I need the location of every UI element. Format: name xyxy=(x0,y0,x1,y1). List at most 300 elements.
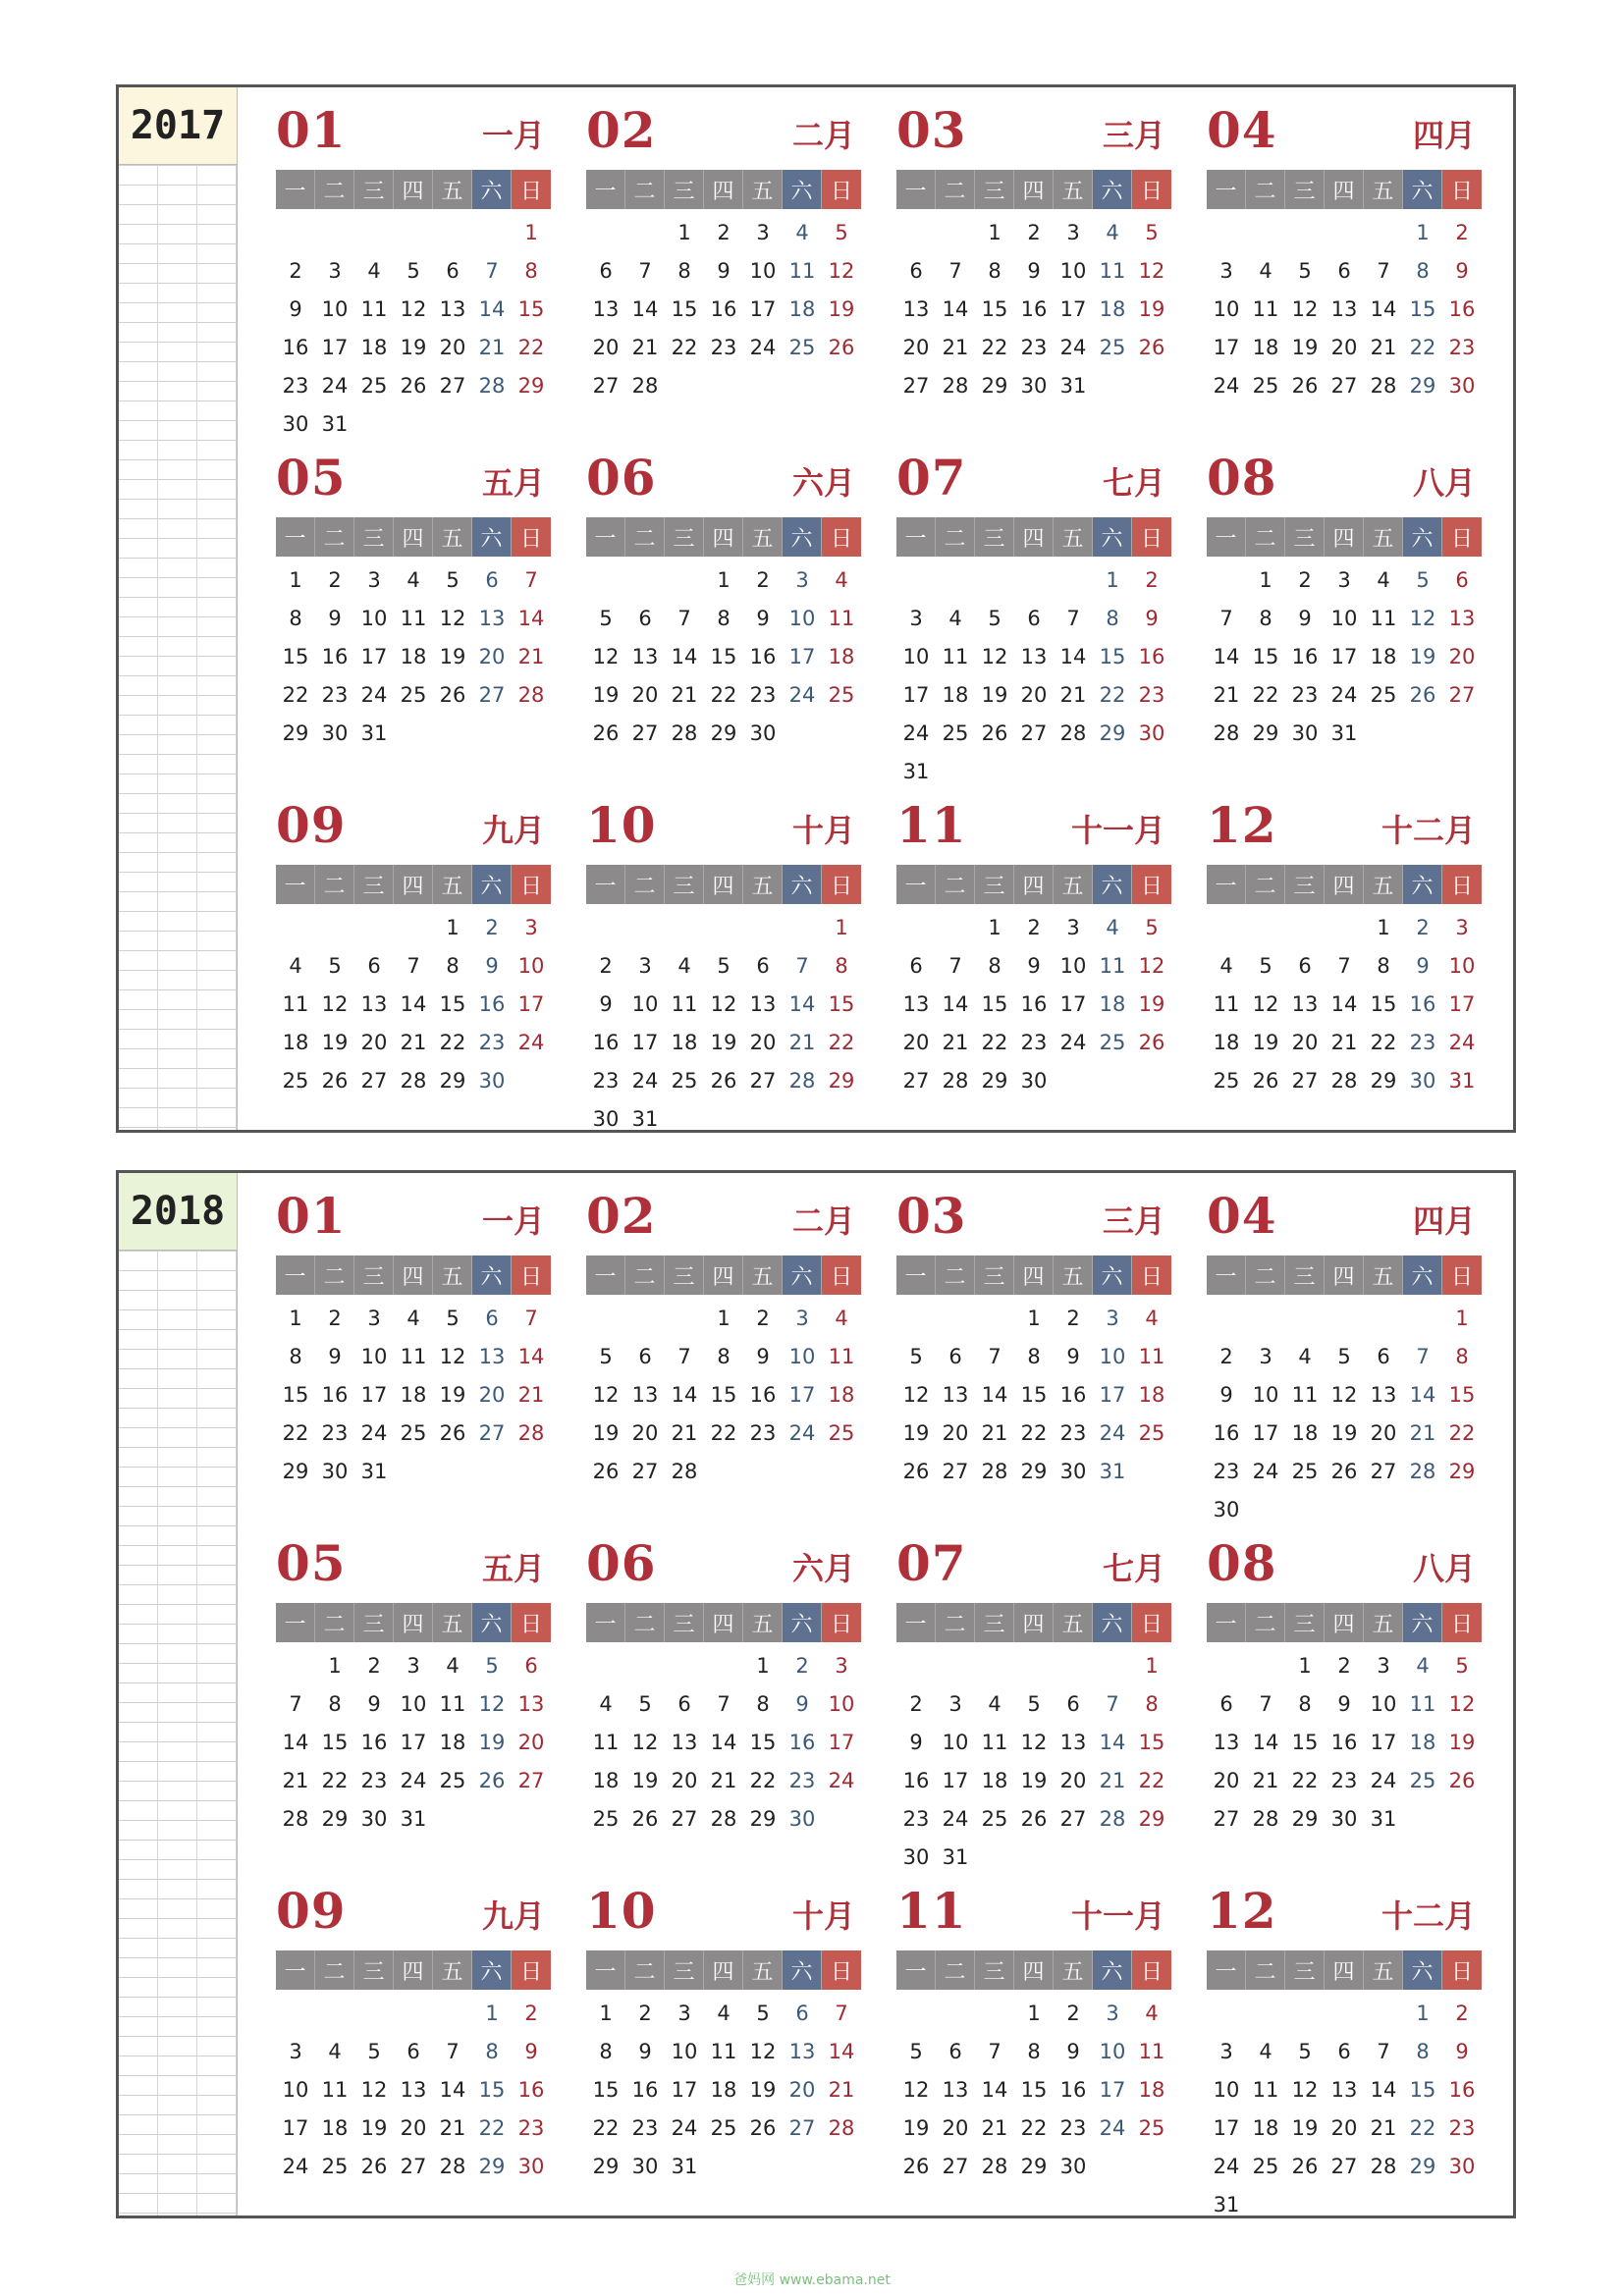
day-cell: 30 xyxy=(1291,721,1319,745)
day-cell: 6 xyxy=(638,607,652,630)
day-cell: 3 xyxy=(1106,1307,1119,1330)
day-cell: 10 xyxy=(360,607,388,630)
day-cell: 20 xyxy=(631,683,659,707)
day-cell: 30 xyxy=(478,1069,506,1093)
day-cell: 16 xyxy=(1020,297,1048,321)
day-cell: 10 xyxy=(942,1731,969,1754)
weekday-label: 三 xyxy=(1285,1603,1325,1642)
weekday-label: 日 xyxy=(822,1255,861,1295)
day-cell: 29 xyxy=(1020,1460,1048,1483)
day-cell: 11 xyxy=(321,2078,349,2102)
day-cell: 18 xyxy=(788,297,816,321)
day-cell: 30 xyxy=(1059,2155,1087,2178)
day-cell: 20 xyxy=(1291,1031,1319,1054)
day-cell: 16 xyxy=(321,1383,349,1407)
day-cell: 26 xyxy=(400,374,427,398)
weekday-label: 日 xyxy=(1442,865,1482,904)
day-cell: 16 xyxy=(360,1731,388,1754)
day-cell: 7 xyxy=(948,954,962,978)
day-cell: 16 xyxy=(1409,992,1436,1016)
day-cell: 2 xyxy=(1337,1654,1351,1678)
day-cell: 16 xyxy=(788,1731,816,1754)
day-cell: 20 xyxy=(478,645,506,668)
weekday-label: 三 xyxy=(665,1950,704,1990)
day-cell: 15 xyxy=(710,645,737,668)
day-cell: 19 xyxy=(981,683,1008,707)
month-number: 12 xyxy=(1207,1882,1277,1940)
day-cell: 26 xyxy=(1138,336,1165,359)
day-cell: 18 xyxy=(942,683,969,707)
day-cell: 19 xyxy=(1020,1769,1048,1792)
day-cell: 21 xyxy=(981,1421,1008,1445)
day-cell: 13 xyxy=(902,992,930,1016)
day-cell: 20 xyxy=(788,2078,816,2102)
day-cell: 10 xyxy=(282,2078,309,2102)
day-cell: 2 xyxy=(909,1692,923,1716)
day-cell: 30 xyxy=(592,1107,620,1131)
day-cell: 22 xyxy=(671,336,698,359)
day-cell: 18 xyxy=(828,645,855,668)
weekday-label: 二 xyxy=(315,865,354,904)
day-cell: 11 xyxy=(1213,992,1240,1016)
day-cell: 29 xyxy=(321,1807,349,1831)
weekday-label: 四 xyxy=(1325,865,1364,904)
weekday-label: 日 xyxy=(1132,1950,1171,1990)
day-cell: 16 xyxy=(1330,1731,1358,1754)
notes-sidebar xyxy=(119,87,238,1130)
weekday-header xyxy=(896,170,1171,209)
day-cell: 16 xyxy=(710,297,737,321)
day-cell: 1 xyxy=(677,221,691,244)
weekday-label: 四 xyxy=(1014,517,1054,557)
month-03 xyxy=(896,1183,1171,1526)
day-cell: 19 xyxy=(321,1031,349,1054)
day-cell: 21 xyxy=(1059,683,1087,707)
weekday-label: 二 xyxy=(625,1950,665,1990)
weekday-header xyxy=(1207,865,1482,904)
day-cell: 15 xyxy=(828,992,855,1016)
day-cell: 23 xyxy=(1213,1460,1240,1483)
day-cell: 9 xyxy=(1219,1383,1233,1407)
day-cell: 9 xyxy=(1066,2040,1080,2063)
day-cell: 21 xyxy=(1409,1421,1436,1445)
day-cell: 28 xyxy=(478,374,506,398)
day-cell: 15 xyxy=(1409,297,1436,321)
day-cell: 3 xyxy=(406,1654,420,1678)
day-cell: 22 xyxy=(1409,336,1436,359)
month-chinese-name: 五月 xyxy=(481,1550,545,1587)
day-cell: 11 xyxy=(439,1692,466,1716)
weekday-label: 日 xyxy=(1132,517,1171,557)
day-cell: 23 xyxy=(321,683,349,707)
weekday-label: 一 xyxy=(276,1603,315,1642)
day-cell: 20 xyxy=(1059,1769,1087,1792)
day-cell: 19 xyxy=(902,2116,930,2140)
month-06 xyxy=(586,1530,861,1874)
day-cell: 28 xyxy=(788,1069,816,1093)
day-cell: 12 xyxy=(400,297,427,321)
day-cell: 11 xyxy=(671,992,698,1016)
day-cell: 29 xyxy=(749,1807,777,1831)
day-cell: 19 xyxy=(828,297,855,321)
day-cell: 17 xyxy=(360,645,388,668)
month-chinese-name: 十一月 xyxy=(1070,1897,1165,1935)
day-cell: 10 xyxy=(1448,954,1476,978)
weekday-label: 一 xyxy=(586,170,625,209)
day-cell: 23 xyxy=(321,1421,349,1445)
day-cell: 9 xyxy=(638,2040,652,2063)
month-number: 03 xyxy=(896,1187,967,1245)
weekday-header xyxy=(586,1950,861,1990)
day-cell: 27 xyxy=(631,1460,659,1483)
day-cell: 15 xyxy=(478,2078,506,2102)
day-cell: 2 xyxy=(756,568,770,592)
day-cell: 7 xyxy=(524,1307,538,1330)
day-cell: 24 xyxy=(749,336,777,359)
weekday-label: 四 xyxy=(704,1950,743,1990)
weekday-label: 六 xyxy=(1093,1255,1132,1295)
day-cell: 21 xyxy=(788,1031,816,1054)
weekday-label: 日 xyxy=(512,170,551,209)
weekday-header xyxy=(1207,1603,1482,1642)
day-cell: 9 xyxy=(1066,1345,1080,1368)
day-cell: 19 xyxy=(439,1383,466,1407)
day-cell: 3 xyxy=(367,1307,381,1330)
day-cell: 5 xyxy=(909,1345,923,1368)
day-cell: 16 xyxy=(1291,645,1319,668)
weekday-label: 一 xyxy=(896,865,936,904)
day-cell: 23 xyxy=(1291,683,1319,707)
day-cell: 22 xyxy=(710,683,737,707)
day-cell: 27 xyxy=(1291,1069,1319,1093)
day-cell: 8 xyxy=(756,1692,770,1716)
day-cell: 7 xyxy=(677,1345,691,1368)
weekday-label: 二 xyxy=(936,1255,975,1295)
day-cell: 17 xyxy=(1099,2078,1126,2102)
day-cell: 22 xyxy=(1252,683,1279,707)
day-cell: 17 xyxy=(749,297,777,321)
day-cell: 22 xyxy=(981,336,1008,359)
month-08 xyxy=(1207,445,1482,788)
day-cell: 23 xyxy=(1059,2116,1087,2140)
day-cell: 18 xyxy=(981,1769,1008,1792)
day-cell: 17 xyxy=(902,683,930,707)
day-cell: 23 xyxy=(1020,336,1048,359)
weekday-label: 一 xyxy=(1207,1950,1246,1990)
day-cell: 8 xyxy=(835,954,848,978)
day-cell: 29 xyxy=(1020,2155,1048,2178)
day-cell: 30 xyxy=(749,721,777,745)
month-chinese-name: 十一月 xyxy=(1070,812,1165,849)
day-cell: 15 xyxy=(1252,645,1279,668)
day-cell: 10 xyxy=(1213,2078,1240,2102)
day-cell: 4 xyxy=(1259,259,1272,283)
day-cell: 25 xyxy=(788,336,816,359)
day-cell: 18 xyxy=(1138,2078,1165,2102)
day-cell: 30 xyxy=(517,2155,545,2178)
day-cell: 13 xyxy=(478,1345,506,1368)
day-cell: 10 xyxy=(1252,1383,1279,1407)
day-cell: 26 xyxy=(1020,1807,1048,1831)
day-cell: 12 xyxy=(1020,1731,1048,1754)
day-cell: 8 xyxy=(524,259,538,283)
month-11 xyxy=(896,1878,1171,2221)
month-number: 02 xyxy=(586,1187,657,1245)
day-cell: 9 xyxy=(1145,607,1159,630)
day-cell: 13 xyxy=(400,2078,427,2102)
day-cell: 18 xyxy=(1138,1383,1165,1407)
weekday-label: 六 xyxy=(783,1255,822,1295)
weekday-label: 日 xyxy=(1442,1950,1482,1990)
day-cell: 3 xyxy=(1106,2002,1119,2025)
day-cell: 12 xyxy=(710,992,737,1016)
day-cell: 30 xyxy=(1448,2155,1476,2178)
day-cell: 11 xyxy=(942,645,969,668)
day-cell: 7 xyxy=(948,259,962,283)
day-cell: 3 xyxy=(367,568,381,592)
day-cell: 27 xyxy=(478,1421,506,1445)
weekday-label: 二 xyxy=(1246,170,1285,209)
day-cell: 30 xyxy=(321,721,349,745)
day-cell: 10 xyxy=(1330,607,1358,630)
weekday-label: 四 xyxy=(1014,865,1054,904)
day-cell: 12 xyxy=(1448,1692,1476,1716)
day-cell: 29 xyxy=(981,374,1008,398)
day-cell: 29 xyxy=(981,1069,1008,1093)
day-cell: 2 xyxy=(756,1307,770,1330)
month-chinese-name: 十二月 xyxy=(1380,812,1476,849)
day-cell: 11 xyxy=(981,1731,1008,1754)
day-cell: 21 xyxy=(671,1421,698,1445)
day-cell: 23 xyxy=(788,1769,816,1792)
day-cell: 27 xyxy=(1020,721,1048,745)
day-cell: 11 xyxy=(592,1731,620,1754)
day-cell: 15 xyxy=(517,297,545,321)
day-cell: 14 xyxy=(981,2078,1008,2102)
day-cell: 30 xyxy=(282,412,309,436)
day-cell: 24 xyxy=(1099,1421,1126,1445)
day-cell: 25 xyxy=(1291,1460,1319,1483)
weekday-label: 五 xyxy=(743,517,783,557)
day-cell: 9 xyxy=(328,607,342,630)
day-cell: 28 xyxy=(981,2155,1008,2178)
day-cell: 1 xyxy=(1377,916,1390,939)
day-cell: 12 xyxy=(360,2078,388,2102)
day-cell: 23 xyxy=(902,1807,930,1831)
weekday-header xyxy=(896,865,1171,904)
day-cell: 18 xyxy=(1099,992,1126,1016)
weekday-label: 五 xyxy=(1054,1603,1093,1642)
weekday-header xyxy=(1207,517,1482,557)
day-cell: 15 xyxy=(321,1731,349,1754)
day-cell: 1 xyxy=(1455,1307,1469,1330)
weekday-label: 六 xyxy=(1093,170,1132,209)
day-cell: 17 xyxy=(1099,1383,1126,1407)
day-cell: 25 xyxy=(1138,1421,1165,1445)
day-cell: 5 xyxy=(599,1345,613,1368)
weekday-label: 五 xyxy=(743,865,783,904)
day-cell: 6 xyxy=(524,1654,538,1678)
day-cell: 27 xyxy=(902,1069,930,1093)
day-cell: 4 xyxy=(328,2040,342,2063)
day-cell: 8 xyxy=(988,259,1001,283)
day-cell: 17 xyxy=(400,1731,427,1754)
day-cell: 11 xyxy=(828,607,855,630)
day-cell: 24 xyxy=(1252,1460,1279,1483)
day-cell: 12 xyxy=(1291,297,1319,321)
weekday-label: 四 xyxy=(394,1950,433,1990)
day-cell: 10 xyxy=(1213,297,1240,321)
day-cell: 31 xyxy=(321,412,349,436)
day-cell: 9 xyxy=(289,297,302,321)
day-cell: 14 xyxy=(439,2078,466,2102)
day-cell: 10 xyxy=(1059,259,1087,283)
day-cell: 19 xyxy=(749,2078,777,2102)
day-cell: 19 xyxy=(1330,1421,1358,1445)
day-cell: 8 xyxy=(677,259,691,283)
weekday-label: 六 xyxy=(1403,865,1442,904)
day-cell: 10 xyxy=(902,645,930,668)
day-cell: 29 xyxy=(1448,1460,1476,1483)
day-cell: 18 xyxy=(1252,2116,1279,2140)
day-cell: 8 xyxy=(1416,259,1430,283)
day-cell: 2 xyxy=(328,1307,342,1330)
month-chinese-name: 三月 xyxy=(1102,117,1165,154)
day-cell: 4 xyxy=(289,954,302,978)
day-cell: 15 xyxy=(282,1383,309,1407)
day-cell: 18 xyxy=(1252,336,1279,359)
day-cell: 5 xyxy=(1455,1654,1469,1678)
day-cell: 22 xyxy=(282,1421,309,1445)
day-cell: 5 xyxy=(756,2002,770,2025)
day-cell: 27 xyxy=(1059,1807,1087,1831)
day-cell: 18 xyxy=(671,1031,698,1054)
day-cell: 3 xyxy=(524,916,538,939)
day-cell: 24 xyxy=(1213,2155,1240,2178)
day-cell: 17 xyxy=(1448,992,1476,1016)
day-cell: 23 xyxy=(1020,1031,1048,1054)
day-cell: 22 xyxy=(1020,1421,1048,1445)
day-cell: 21 xyxy=(1252,1769,1279,1792)
day-cell: 25 xyxy=(1252,2155,1279,2178)
day-cell: 5 xyxy=(485,1654,499,1678)
day-cell: 11 xyxy=(282,992,309,1016)
day-cell: 19 xyxy=(710,1031,737,1054)
day-cell: 12 xyxy=(981,645,1008,668)
day-cell: 19 xyxy=(400,336,427,359)
day-cell: 4 xyxy=(1259,2040,1272,2063)
day-cell: 1 xyxy=(1259,568,1272,592)
day-cell: 17 xyxy=(631,1031,659,1054)
day-cell: 5 xyxy=(1298,2040,1312,2063)
footer-watermark: 爸妈网 www.ebama.net xyxy=(733,2272,891,2288)
day-cell: 23 xyxy=(360,1769,388,1792)
day-cell: 1 xyxy=(988,916,1001,939)
month-number: 04 xyxy=(1207,101,1277,159)
day-cell: 28 xyxy=(1252,1807,1279,1831)
day-cell: 12 xyxy=(478,1692,506,1716)
day-cell: 4 xyxy=(367,259,381,283)
day-cell: 4 xyxy=(1145,1307,1159,1330)
day-cell: 16 xyxy=(902,1769,930,1792)
day-cell: 4 xyxy=(988,1692,1001,1716)
weekday-label: 日 xyxy=(512,1603,551,1642)
weekday-label: 四 xyxy=(704,517,743,557)
weekday-label: 二 xyxy=(315,1255,354,1295)
weekday-label: 三 xyxy=(354,170,394,209)
day-cell: 16 xyxy=(1213,1421,1240,1445)
day-cell: 29 xyxy=(1252,721,1279,745)
day-cell: 30 xyxy=(1020,1069,1048,1093)
weekday-label: 五 xyxy=(1054,1950,1093,1990)
day-cell: 15 xyxy=(710,1383,737,1407)
weekday-label: 三 xyxy=(1285,517,1325,557)
day-cell: 17 xyxy=(1330,645,1358,668)
month-05 xyxy=(276,445,551,788)
weekday-label: 五 xyxy=(743,1950,783,1990)
weekday-label: 三 xyxy=(1285,170,1325,209)
day-cell: 10 xyxy=(788,607,816,630)
weekday-label: 五 xyxy=(1054,517,1093,557)
month-10 xyxy=(586,1878,861,2221)
day-cell: 6 xyxy=(1377,1345,1390,1368)
day-cell: 17 xyxy=(788,1383,816,1407)
day-cell: 17 xyxy=(942,1769,969,1792)
day-cell: 4 xyxy=(948,607,962,630)
weekday-header xyxy=(896,1950,1171,1990)
day-cell: 6 xyxy=(677,1692,691,1716)
weekday-label: 六 xyxy=(472,1255,512,1295)
day-cell: 29 xyxy=(1409,2155,1436,2178)
day-cell: 26 xyxy=(321,1069,349,1093)
day-cell: 20 xyxy=(478,1383,506,1407)
day-cell: 20 xyxy=(671,1769,698,1792)
day-cell: 4 xyxy=(1106,916,1119,939)
day-cell: 26 xyxy=(1252,1069,1279,1093)
day-cell: 13 xyxy=(942,2078,969,2102)
weekday-label: 一 xyxy=(896,517,936,557)
day-cell: 1 xyxy=(328,1654,342,1678)
day-cell: 7 xyxy=(289,1692,302,1716)
weekday-label: 五 xyxy=(1364,865,1403,904)
day-cell: 28 xyxy=(1059,721,1087,745)
day-cell: 18 xyxy=(400,645,427,668)
day-cell: 7 xyxy=(1377,2040,1390,2063)
day-cell: 26 xyxy=(828,336,855,359)
day-cell: 6 xyxy=(1298,954,1312,978)
day-cell: 18 xyxy=(1409,1731,1436,1754)
day-cell: 29 xyxy=(1409,374,1436,398)
month-01 xyxy=(276,97,551,441)
weekday-label: 四 xyxy=(704,1255,743,1295)
day-cell: 16 xyxy=(749,1383,777,1407)
day-cell: 26 xyxy=(1409,683,1436,707)
day-cell: 23 xyxy=(710,336,737,359)
day-cell: 1 xyxy=(1298,1654,1312,1678)
weekday-label: 日 xyxy=(822,1603,861,1642)
day-cell: 3 xyxy=(1219,2040,1233,2063)
day-cell: 25 xyxy=(439,1769,466,1792)
day-cell: 28 xyxy=(671,721,698,745)
weekday-label: 四 xyxy=(1014,1950,1054,1990)
day-cell: 1 xyxy=(289,568,302,592)
day-cell: 22 xyxy=(981,1031,1008,1054)
day-cell: 2 xyxy=(367,1654,381,1678)
day-cell: 13 xyxy=(439,297,466,321)
weekday-header xyxy=(586,1255,861,1295)
day-cell: 20 xyxy=(1448,645,1476,668)
day-cell: 21 xyxy=(942,1031,969,1054)
